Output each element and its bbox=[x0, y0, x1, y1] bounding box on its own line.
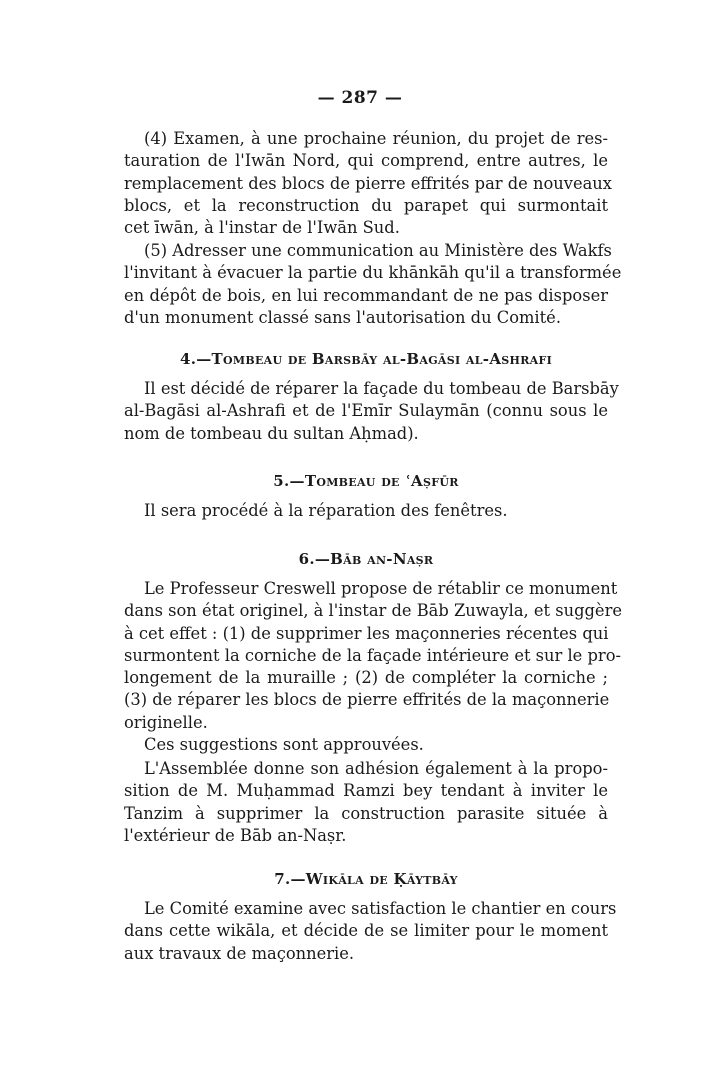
text-line: à cet effet : (1) de supprimer les maçonneries récentes qui bbox=[124, 623, 609, 643]
page-number: — 287 — bbox=[317, 88, 403, 108]
text-line: aux travaux de maçonnerie. bbox=[124, 943, 355, 963]
text-line: cet īwān, à l'instar de l'Iwān Sud. bbox=[124, 218, 400, 238]
section-6-para-3 bbox=[124, 758, 608, 847]
section-4-heading: 4.—Tombeau de Barsbāy al-Bagāsi al-Ashrafi bbox=[179, 350, 553, 368]
text-line: dans cette wikāla, et décide de se limiter pour le moment bbox=[124, 921, 608, 941]
section-7-heading: 7.—Wikāla de Ḳāytbāy bbox=[274, 870, 458, 888]
text-line: Il sera procédé à la réparation des fenêtres. bbox=[144, 501, 508, 520]
text-line: Le Professeur Creswell propose de rétablir ce monument bbox=[144, 579, 618, 598]
text-line: dans son état originel, à l'instar de Bāb Zuwayla, et suggère bbox=[124, 601, 622, 621]
text-line: d'un monument classé sans l'autorisation du Comité. bbox=[124, 307, 561, 327]
text-line: remplacement des blocs de pierre effrités par de nouveaux bbox=[124, 173, 612, 193]
text-line: Il est décidé de réparer la façade du tombeau de Barsbāy bbox=[144, 379, 619, 398]
text-line: Tanzim à supprimer la construction parasite située à bbox=[124, 803, 608, 823]
text-line: Ces suggestions sont approuvées. bbox=[144, 735, 424, 754]
section-5-heading: 5.—Tombeau de ʿAṣfūr bbox=[273, 472, 459, 490]
text-line: l'extérieur de Bāb an-Naṣr. bbox=[124, 825, 347, 845]
paragraph-5 bbox=[124, 240, 622, 329]
text-line: tauration de l'Iwān Nord, qui comprend, entre autres, le bbox=[124, 151, 608, 171]
text-line: L'Assemblée donne son adhésion également à la propo- bbox=[144, 759, 608, 778]
section-5-body bbox=[124, 500, 608, 522]
text-line: nom de tombeau du sultan Aḥmad). bbox=[124, 423, 419, 443]
paragraph-4 bbox=[124, 128, 612, 239]
section-7-body bbox=[124, 898, 617, 965]
text-line: sition de M. Muḥammad Ramzi bey tendant à inviter le bbox=[124, 781, 608, 801]
text-line: originelle. bbox=[124, 712, 208, 732]
text-line: al-Bagāsi al-Ashrafi et de l'Emīr Sulaymān (connu sous le bbox=[124, 401, 608, 421]
text-line: (3) de réparer les blocs de pierre effrités de la maçonnerie bbox=[124, 690, 610, 710]
text-line: en dépôt de bois, en lui recommandant de ne pas disposer bbox=[124, 285, 608, 305]
text-line: (5) Adresser une communication au Ministère des Wakfs bbox=[144, 241, 612, 260]
section-6-para-1 bbox=[124, 578, 622, 734]
text-line: (4) Examen, à une prochaine réunion, du projet de res- bbox=[144, 129, 608, 148]
text-line: surmontent la corniche de la façade intérieure et sur le pro- bbox=[124, 645, 621, 665]
text-line: l'invitant à évacuer la partie du khānkāh qu'il a transformée bbox=[124, 263, 622, 283]
text-line: longement de la muraille ; (2) de compléter la corniche ; bbox=[124, 668, 608, 688]
text-line: blocs, et la reconstruction du parapet qui surmontait bbox=[124, 195, 608, 215]
section-6-para-2 bbox=[124, 734, 608, 756]
text-line: Le Comité examine avec satisfaction le chantier en cours bbox=[144, 899, 617, 918]
section-4-body bbox=[124, 378, 619, 445]
section-6-heading: 6.—Bāb an-Naṣr bbox=[298, 550, 434, 568]
